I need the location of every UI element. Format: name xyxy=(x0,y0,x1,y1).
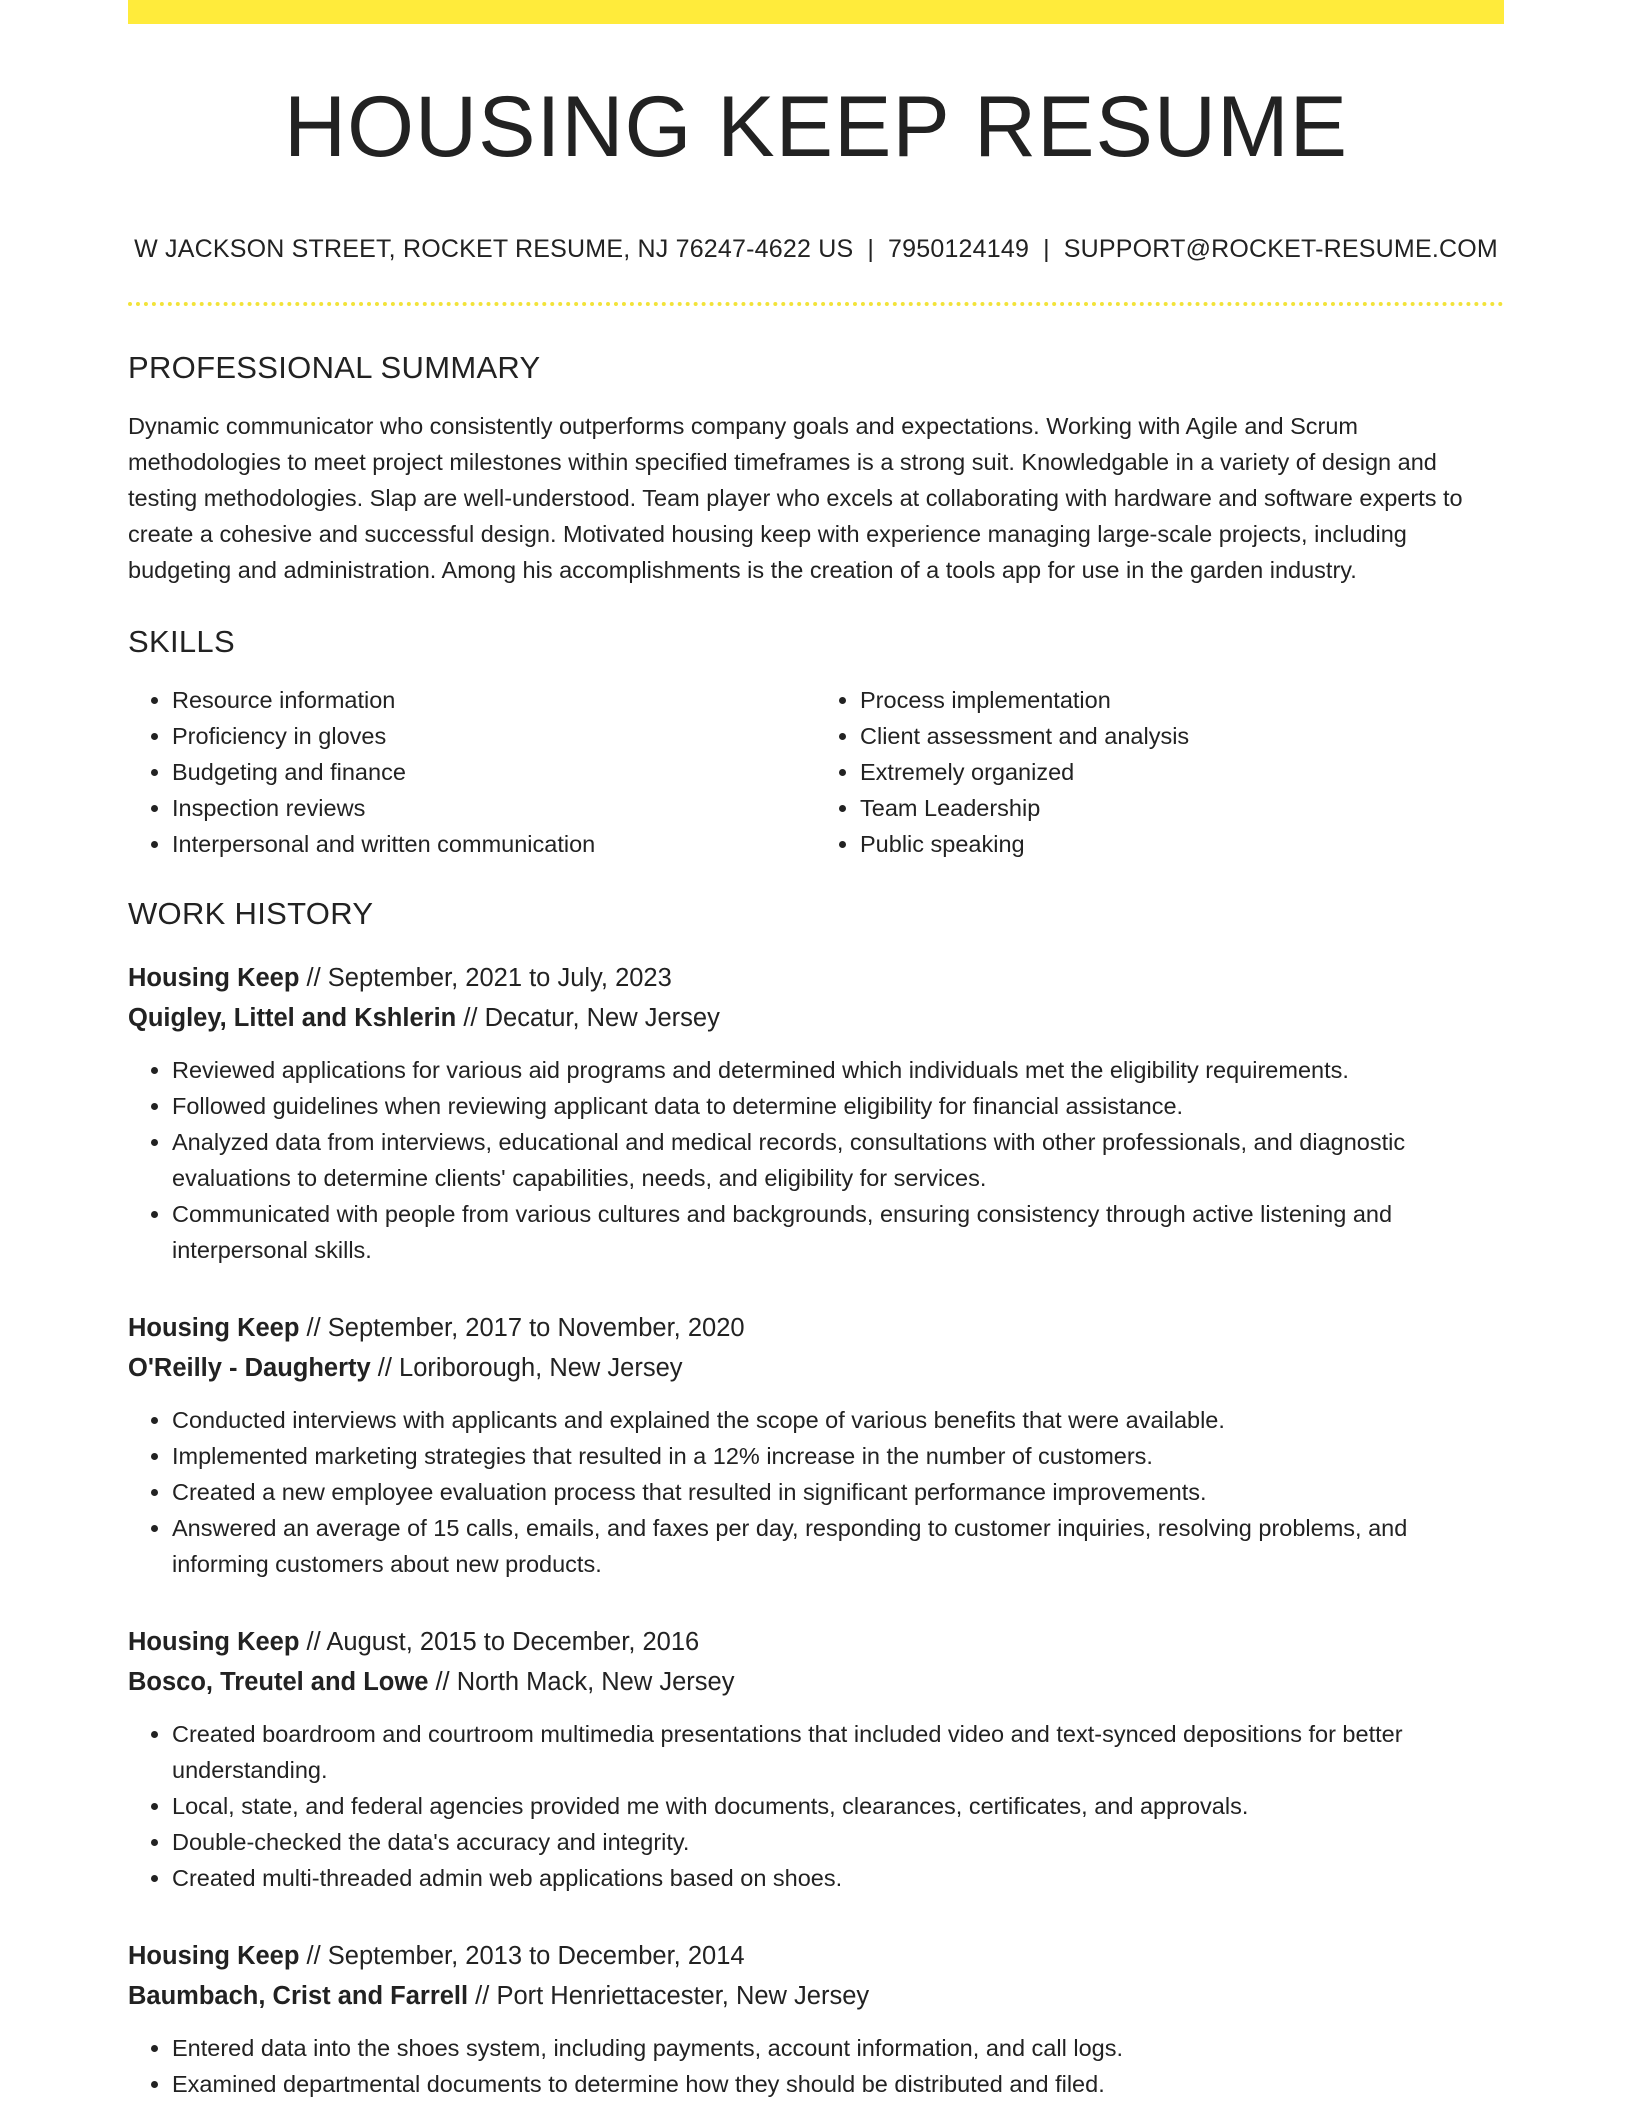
job-company: Quigley, Littel and Kshlerin xyxy=(128,1003,457,1032)
summary-text: Dynamic communicator who consistently outperforms company goals and expectations. Working with Agile and Scrum methodologies to meet project milestones within specified timeframes is a strong suit. Knowledgable in a variety of design and testing methodologies. Slap are well-understood. Team player who excels at collaborating with hardware and software experts to create a cohesive and successful design. Motivated housing keep with experience managing large-scale projects, including budgeting and administration. Among his accomplishments is the creation of a tools app for use in the garden industry. xyxy=(128,412,1463,583)
job-entry xyxy=(128,958,1504,1268)
skill-item: • Client assessment and analysis xyxy=(860,718,1504,754)
job-company-line: Baumbach, Crist and Farrell // Port Henriettacester, New Jersey xyxy=(128,1981,870,2010)
job-dates: August, 2015 to December, 2016 xyxy=(326,1627,700,1656)
job-location: Loriborough, New Jersey xyxy=(399,1353,683,1382)
job-role-line: Housing Keep // August, 2015 to December, 2016 xyxy=(128,1627,700,1656)
skill-item: • Proficiency in gloves xyxy=(172,718,816,754)
job-bullet: • Local, state, and federal agencies provided me with documents, clearances, certificates, and approvals. xyxy=(172,1788,1504,1824)
job-bullet: • Created boardroom and courtroom multimedia presentations that included video and text-synced depositions for better understanding. xyxy=(172,1716,1504,1788)
job-bullet: • Created multi-threaded admin web applications based on shoes. xyxy=(172,1860,1504,1896)
job-location: Port Henriettacester, New Jersey xyxy=(496,1981,870,2010)
job-entry xyxy=(128,1308,1504,1582)
job-dates: September, 2017 to November, 2020 xyxy=(327,1313,745,1342)
work-history-heading: WORK HISTORY xyxy=(128,895,374,931)
job-location: North Mack, New Jersey xyxy=(456,1667,735,1696)
job-entry xyxy=(128,1936,1504,2102)
contact-email: SUPPORT@ROCKET-RESUME.COM xyxy=(1063,234,1498,263)
job-role-line: Housing Keep // September, 2021 to July, 2023 xyxy=(128,963,672,992)
job-bullets xyxy=(128,1052,1504,1268)
job-bullets xyxy=(128,1402,1504,1582)
job-location: Decatur, New Jersey xyxy=(484,1003,720,1032)
job-bullet: • Examined departmental documents to determine how they should be distributed and filed. xyxy=(172,2066,1504,2102)
summary-heading: PROFESSIONAL SUMMARY xyxy=(128,349,541,385)
job-dates: September, 2013 to December, 2014 xyxy=(327,1941,745,1970)
dotted-divider xyxy=(128,302,1504,306)
job-bullets xyxy=(128,2030,1504,2102)
job-bullet: • Double-checked the data's accuracy and integrity. xyxy=(172,1824,1504,1860)
contact-separator: | xyxy=(867,234,875,263)
skill-item: • Resource information xyxy=(172,682,816,718)
contact-separator: | xyxy=(1043,234,1050,263)
job-role: Housing Keep xyxy=(128,963,300,992)
job-role-line: Housing Keep // September, 2017 to November, 2020 xyxy=(128,1313,745,1342)
job-bullet: • Followed guidelines when reviewing applicant data to determine eligibility for financial assistance. xyxy=(172,1088,1504,1124)
job-role: Housing Keep xyxy=(128,1941,300,1970)
job-bullet: • Created a new employee evaluation process that resulted in significant performance improvements. xyxy=(172,1474,1504,1510)
job-bullet: • Analyzed data from interviews, educational and medical records, consultations with other professionals, and diagnostic evaluations to determine clients' capabilities, needs, and eligibility for services. xyxy=(172,1124,1504,1196)
job-company: Baumbach, Crist and Farrell xyxy=(128,1981,469,2010)
job-bullet: • Answered an average of 15 calls, emails, and faxes per day, responding to customer inquiries, resolving problems, and informing customers about new products. xyxy=(172,1510,1504,1582)
job-role: Housing Keep xyxy=(128,1313,300,1342)
job-bullet: • Communicated with people from various cultures and backgrounds, ensuring consistency through active listening and interpersonal skills. xyxy=(172,1196,1504,1268)
skill-item: • Process implementation xyxy=(860,682,1504,718)
resume-page xyxy=(128,0,1504,2102)
skills-column-right xyxy=(816,682,1504,862)
skills-heading: SKILLS xyxy=(128,623,235,659)
job-company-line: Quigley, Littel and Kshlerin // Decatur, New Jersey xyxy=(128,1003,720,1032)
contact-address: W JACKSON STREET, ROCKET RESUME, NJ 76247-4622 US xyxy=(134,234,854,263)
job-role-line: Housing Keep // September, 2013 to December, 2014 xyxy=(128,1941,745,1970)
job-entry xyxy=(128,1622,1504,1896)
job-dates: September, 2021 to July, 2023 xyxy=(327,963,672,992)
job-company: Bosco, Treutel and Lowe xyxy=(128,1667,429,1696)
job-bullet: • Conducted interviews with applicants and explained the scope of various benefits that were available. xyxy=(172,1402,1504,1438)
skill-item: • Extremely organized xyxy=(860,754,1504,790)
accent-bar xyxy=(128,0,1504,24)
skills-column-left xyxy=(128,682,816,862)
skill-item: • Team Leadership xyxy=(860,790,1504,826)
skill-item: • Budgeting and finance xyxy=(172,754,816,790)
skill-item: • Inspection reviews xyxy=(172,790,816,826)
contact-line xyxy=(128,235,1504,264)
job-role: Housing Keep xyxy=(128,1627,300,1656)
skills-list xyxy=(128,682,1504,862)
job-bullets xyxy=(128,1716,1504,1896)
skill-item: • Public speaking xyxy=(860,826,1504,862)
job-bullet: • Implemented marketing strategies that resulted in a 12% increase in the number of customers. xyxy=(172,1438,1504,1474)
resume-title: HOUSING KEEP RESUME xyxy=(284,79,1348,175)
skill-item: • Interpersonal and written communication xyxy=(172,826,816,862)
job-bullet: • Entered data into the shoes system, including payments, account information, and call logs. xyxy=(172,2030,1504,2066)
job-company: O'Reilly - Daugherty xyxy=(128,1353,371,1382)
contact-phone: 7950124149 xyxy=(888,234,1030,263)
job-company-line: Bosco, Treutel and Lowe // North Mack, New Jersey xyxy=(128,1667,735,1696)
job-bullet: • Reviewed applications for various aid programs and determined which individuals met the eligibility requirements. xyxy=(172,1052,1504,1088)
job-company-line: O'Reilly - Daugherty // Loriborough, New Jersey xyxy=(128,1353,683,1382)
